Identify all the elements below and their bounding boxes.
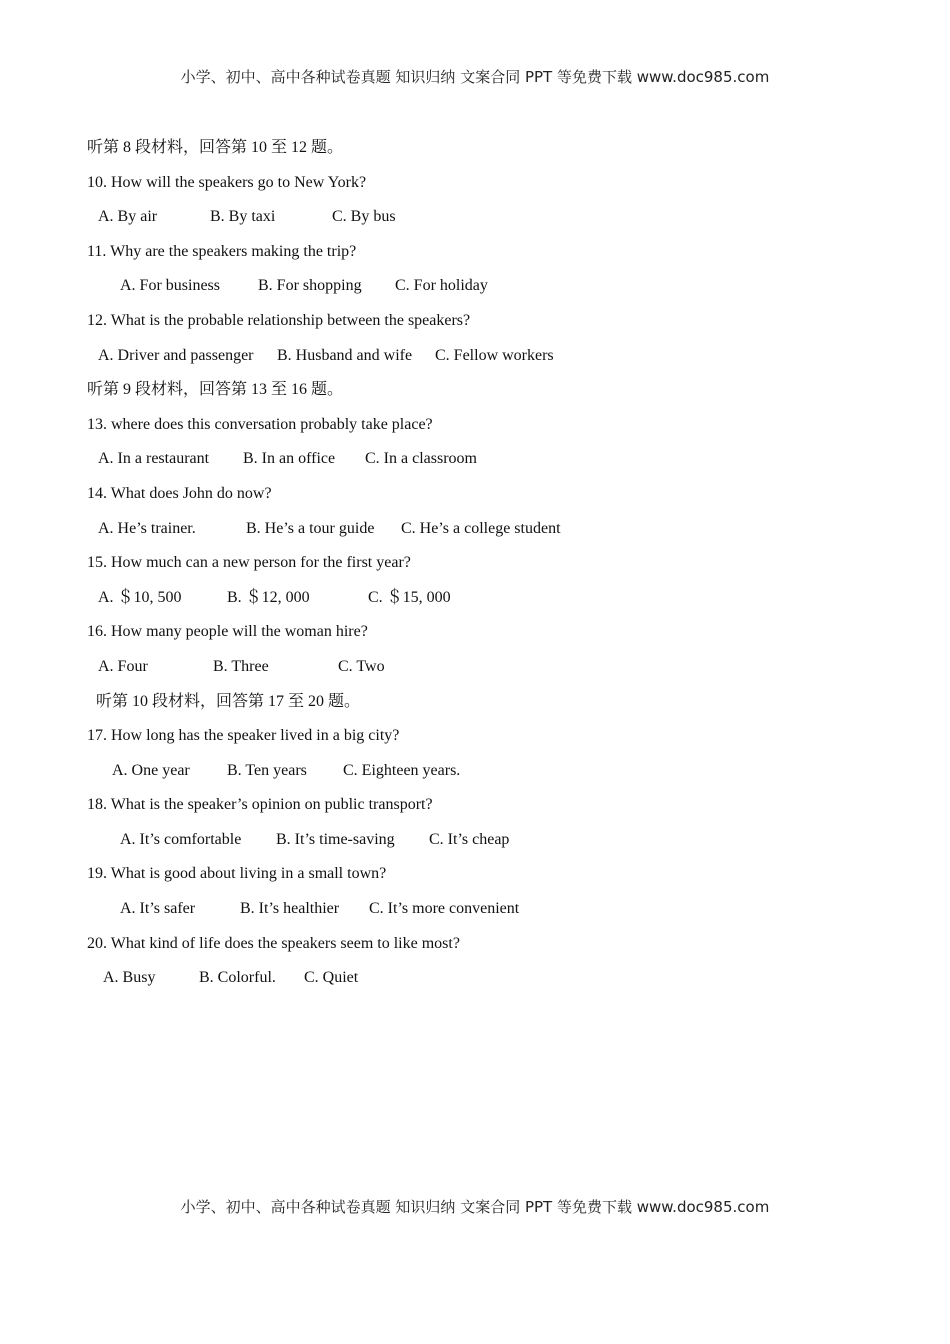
- option-a: A. He’s trainer.: [98, 519, 196, 537]
- option-c: C. He’s a college student: [401, 519, 561, 537]
- option-c: C. In a classroom: [365, 450, 477, 468]
- option-c: C. Eighteen years.: [343, 761, 461, 779]
- option-b: B. ＄12, 000: [227, 588, 310, 606]
- option-c: C. Fellow workers: [435, 346, 554, 364]
- options-20: [87, 966, 887, 1001]
- option-c: C. By bus: [332, 208, 396, 226]
- options-16: [87, 655, 887, 690]
- question-16: 16. How many people will the woman hire?: [87, 623, 368, 641]
- option-b: B. It’s healthier: [240, 900, 340, 918]
- option-b: B. He’s a tour guide: [246, 519, 375, 537]
- option-c: C. It’s more convenient: [369, 900, 520, 918]
- option-c: C. It’s cheap: [429, 830, 510, 848]
- option-a: A. In a restaurant: [98, 450, 210, 468]
- option-a: A. It’s comfortable: [120, 830, 242, 848]
- option-a: A. Busy: [103, 969, 156, 987]
- option-a: A. It’s safer: [120, 900, 196, 918]
- question-19: 19. What is good about living in a small town?: [87, 865, 387, 883]
- option-b: B. Husband and wife: [277, 346, 413, 364]
- question-12: 12. What is the probable relationship between the speakers?: [87, 311, 471, 329]
- option-b: B. For shopping: [258, 277, 362, 295]
- question-13: 13. where does this conversation probably take place?: [87, 415, 433, 433]
- option-b: B. Three: [213, 657, 269, 675]
- option-c: C. For holiday: [395, 277, 488, 295]
- options-14: [87, 517, 887, 552]
- options-13: [87, 447, 887, 482]
- options-11: [87, 274, 887, 309]
- option-b: B. Ten years: [227, 761, 307, 779]
- question-20: 20. What kind of life does the speakers seem to like most?: [87, 934, 460, 952]
- options-17: [87, 759, 887, 794]
- option-a: A. For business: [120, 277, 221, 295]
- section-heading: 听第 9 段材料，回答第 13 至 16 题。: [87, 381, 344, 399]
- question-11: 11. Why are the speakers making the trip?: [87, 242, 357, 260]
- option-c: C. Quiet: [304, 969, 359, 987]
- option-c: C. Two: [338, 657, 385, 675]
- section-heading: 听第 10 段材料，回答第 17 至 20 题。: [96, 692, 361, 710]
- question-15: 15. How much can a new person for the first year?: [87, 554, 411, 572]
- options-15: [87, 586, 887, 621]
- header-banner: 小学、初中、高中各种试卷真题 知识归纳 文案合同 PPT 等免费下载 www.doc985.com: [180, 68, 770, 86]
- option-b: B. In an office: [243, 450, 336, 468]
- section-heading: 听第 8 段材料，回答第 10 至 12 题。: [87, 139, 344, 156]
- options-10: [87, 205, 887, 240]
- options-19: [87, 897, 887, 932]
- options-18: [87, 828, 887, 863]
- question-18: 18. What is the speaker’s opinion on public transport?: [87, 796, 433, 814]
- question-17: 17. How long has the speaker lived in a big city?: [87, 727, 400, 745]
- option-b: B. By taxi: [210, 208, 276, 226]
- question-14: 14. What does John do now?: [87, 484, 272, 502]
- option-b: B. Colorful.: [199, 969, 276, 987]
- option-a: A. Four: [98, 657, 148, 675]
- option-c: C. ＄15, 000: [368, 588, 451, 606]
- options-12: [87, 344, 887, 379]
- option-b: B. It’s time-saving: [276, 830, 395, 848]
- option-a: A. By air: [98, 208, 158, 226]
- option-a: A. One year: [112, 761, 190, 779]
- option-a: A. Driver and passenger: [98, 346, 254, 364]
- question-10: 10. How will the speakers go to New York?: [87, 173, 367, 191]
- option-a: A. ＄10, 500: [98, 588, 182, 606]
- footer-banner: 小学、初中、高中各种试卷真题 知识归纳 文案合同 PPT 等免费下载 www.doc985.com: [180, 1198, 770, 1216]
- question-list: [87, 136, 887, 1001]
